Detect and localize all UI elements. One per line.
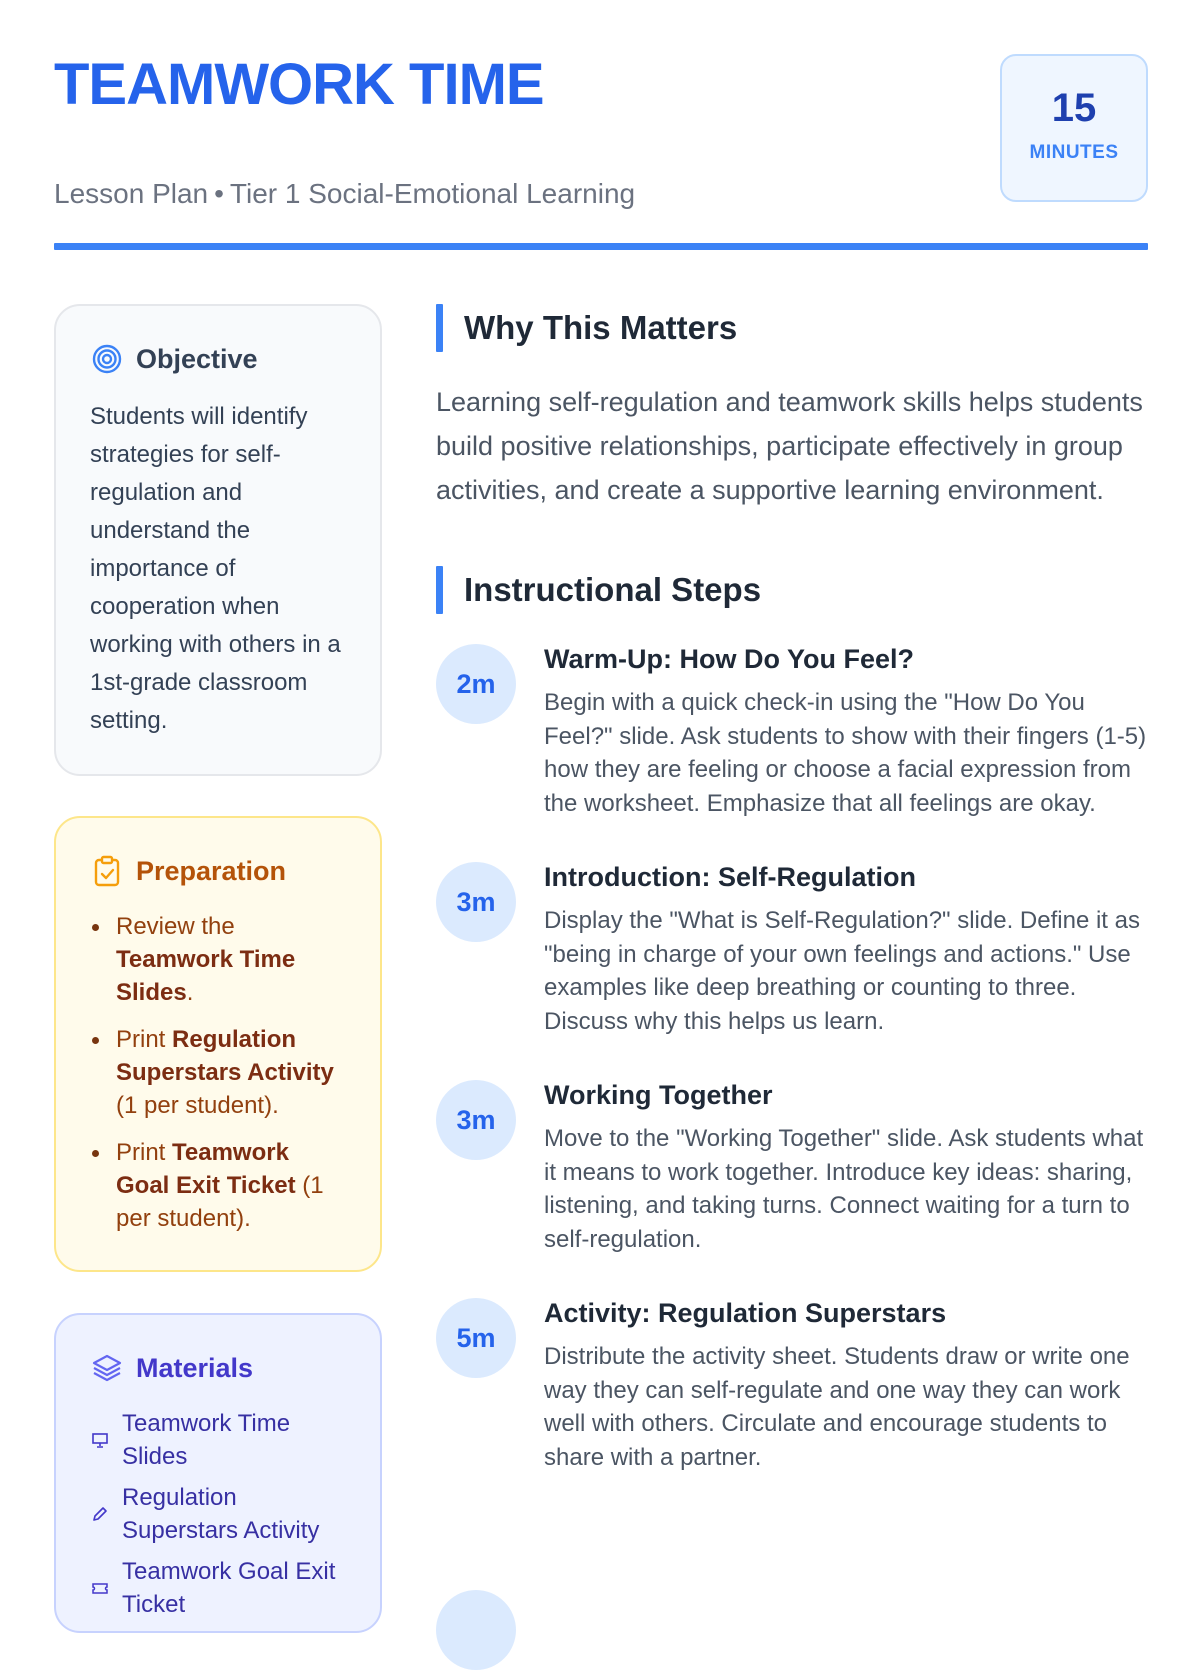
why-section-header xyxy=(436,304,1148,352)
step-item xyxy=(436,642,1148,820)
step-time-badge: 3m xyxy=(436,862,516,942)
presentation-icon xyxy=(90,1430,110,1450)
main-column xyxy=(436,304,1148,1514)
preparation-item-resource: Teamwork Time Slides xyxy=(116,946,296,1006)
why-title: Why This Matters xyxy=(464,309,738,346)
page-subtitle xyxy=(54,174,635,214)
material-label: Teamwork Time Slides xyxy=(122,1410,291,1470)
preparation-list xyxy=(90,910,346,1235)
step-text: Display the "What is Self-Regulation?" slide. Define it as "being in charge of your own feelings and actions." Use examples like deep breathing or counting to three. Discuss why this helps us learn. xyxy=(544,907,1140,1035)
material-label: Teamwork Goal Exit Ticket xyxy=(122,1558,336,1618)
subtitle-tier: Tier 1 Social-Emotional Learning xyxy=(229,178,636,209)
material-item xyxy=(90,1407,346,1473)
page-header xyxy=(54,50,1148,210)
material-item xyxy=(90,1555,346,1621)
preparation-item: Review the Teamwork Time Slides. xyxy=(90,910,346,1009)
step-time-badge: 5m xyxy=(436,1298,516,1378)
material-item xyxy=(90,1481,346,1547)
steps-section-header xyxy=(436,566,1148,614)
step-title: Activity: Regulation Superstars xyxy=(544,1298,947,1328)
why-text: Learning self-regulation and teamwork skills helps students build positive relationships, participate effectively in group activities, and create a supportive learning environment. xyxy=(436,387,1143,505)
clipboard-check-icon xyxy=(90,854,124,888)
pencil-icon xyxy=(90,1504,110,1524)
step-item xyxy=(436,1078,1148,1256)
subtitle-lesson-plan: Lesson Plan xyxy=(54,178,209,209)
step-time-badge: 3m xyxy=(436,1080,516,1160)
step-text: Distribute the activity sheet. Students draw or write one way they can self-regulate and one way they can work well with others. Circulate and encourage students to share with a partner. xyxy=(544,1343,1130,1471)
step-item xyxy=(436,860,1148,1038)
duration-value: 15 xyxy=(1051,86,1097,130)
preparation-item: Print Regulation Superstars Activity (1 per student). xyxy=(90,1023,346,1122)
materials-card xyxy=(54,1313,382,1633)
materials-title: Materials xyxy=(136,1353,254,1383)
header-divider xyxy=(54,243,1148,250)
preparation-item-resource: Teamwork Goal Exit Ticket xyxy=(116,1139,296,1199)
preparation-card xyxy=(54,816,382,1272)
material-label: Regulation Superstars Activity xyxy=(122,1484,320,1544)
target-icon xyxy=(90,342,124,376)
duration-badge xyxy=(1000,54,1148,202)
subtitle-separator: • xyxy=(214,178,224,209)
steps-list xyxy=(436,642,1148,1474)
ticket-icon xyxy=(90,1578,110,1598)
step-title: Warm-Up: How Do You Feel? xyxy=(544,644,914,674)
preparation-item-resource: Regulation Superstars Activity xyxy=(116,1026,334,1086)
objective-text: Students will identify strategies for self-regulation and understand the importance of cooperation when working with others in a 1st-grade classroom setting. xyxy=(90,403,341,734)
layers-icon xyxy=(90,1351,124,1385)
page-title: TEAMWORK TIME xyxy=(54,52,544,117)
objective-title: Objective xyxy=(136,344,258,374)
step-title: Introduction: Self-Regulation xyxy=(544,862,916,892)
steps-title: Instructional Steps xyxy=(464,571,762,608)
preparation-item: Print Teamwork Goal Exit Ticket (1 per student). xyxy=(90,1136,346,1235)
step-time-badge: 2m xyxy=(436,644,516,724)
step-title: Working Together xyxy=(544,1080,773,1110)
duration-unit: MINUTES xyxy=(1029,142,1119,163)
step-item xyxy=(436,1296,1148,1474)
step-time-badge-partial xyxy=(436,1590,516,1670)
step-text: Begin with a quick check-in using the "How Do You Feel?" slide. Ask students to show with their fingers (1-5) how they are feeling or choose a facial expression from the worksheet. Emphasize that all feelings are okay. xyxy=(544,689,1147,817)
preparation-title: Preparation xyxy=(136,856,287,886)
objective-card xyxy=(54,304,382,776)
step-text: Move to the "Working Together" slide. Ask students what it means to work together. Introduce key ideas: sharing, listening, and taking turns. Connect waiting for a turn to self-regulation. xyxy=(544,1125,1144,1253)
